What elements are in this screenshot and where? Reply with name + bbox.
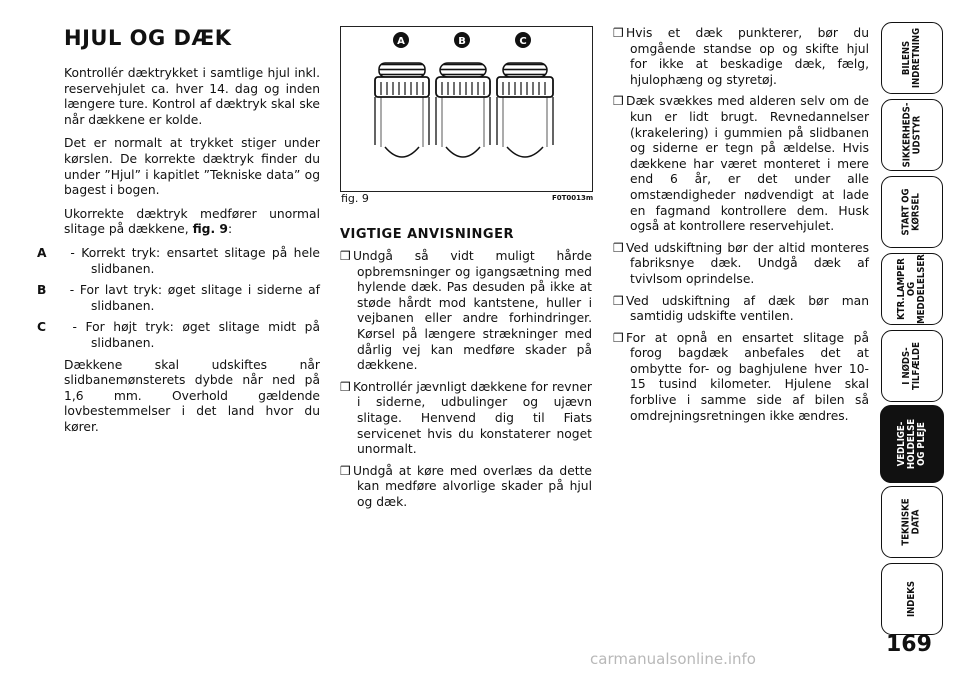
tire-wear-figure bbox=[340, 26, 593, 192]
tab-vedligeholdelse[interactable] bbox=[880, 405, 944, 483]
page-number: 169 bbox=[886, 632, 932, 657]
marker-c bbox=[515, 32, 531, 48]
tab-label: I NØDS- TILFÆLDE bbox=[900, 342, 922, 390]
list-item bbox=[613, 331, 869, 425]
list-item-text: Ved udskiftning bør der altid monteres fabriksnye dæk. Undgå dæk af tvivlsom oprindelse. bbox=[626, 240, 869, 286]
tab-kontrollamper[interactable] bbox=[881, 253, 943, 325]
wear-item-b: B - For lavt tryk: øget slitage i siderne af slidbanen. bbox=[37, 283, 320, 313]
tire-wear-illustration bbox=[341, 27, 592, 191]
list-item-text: Ved udskiftning af dæk bør man samtidig udskifte ventilen. bbox=[626, 293, 869, 324]
list-item-text: Undgå så vidt muligt hårde opbremsninger og igangsætning med hylende dæk. Pas desuden på ikke at støde hårdt mod kantstene, huller i vejbanen eller andre forhindringer. Kørsel på længere strækninger med dårlig vej kan medføre skader på dækkene. bbox=[353, 249, 592, 373]
intro-end: : bbox=[228, 222, 233, 237]
wear-item-c: C - For højt tryk: øget slitage midt på slidbanen. bbox=[37, 320, 320, 350]
list-item bbox=[613, 294, 869, 325]
intro-paragraph bbox=[64, 207, 320, 238]
list-item-text: Kontrollér jævnligt dækkene for revner i siderne, udbulinger og ujævn slitage. Henvend dig til Fiats servicenet hvis du konstaterer noget unormalt. bbox=[353, 379, 592, 457]
marker-a bbox=[393, 32, 409, 48]
checkbox-icon: ❒ bbox=[340, 379, 351, 394]
paragraph: Det er normalt at trykket stiger under kørslen. De korrekte dæktryk finder du under ”Hjul” i kapitlet ”Tekniske data” og bagest i bogen. bbox=[64, 136, 320, 198]
tab-label: INDEKS bbox=[906, 580, 917, 618]
intro-text: Ukorrekte dæktryk medfører unormal slitage på dækkene, bbox=[64, 206, 320, 237]
tab-i-nodstilfaelde[interactable] bbox=[881, 330, 943, 402]
item-text: - Korrekt tryk: ensartet slitage på hele slidbanen. bbox=[64, 245, 320, 276]
list-item bbox=[613, 26, 869, 88]
tab-start-og-korsel[interactable] bbox=[881, 176, 943, 248]
marker-label: A bbox=[397, 36, 405, 47]
tire-b-icon bbox=[436, 63, 490, 157]
list-item bbox=[340, 464, 592, 511]
item-text: - For lavt tryk: øget slitage i siderne af slidbanen. bbox=[64, 283, 320, 313]
tab-label: SIKKERHEDS- UDSTYR bbox=[901, 102, 922, 168]
checkbox-icon: ❒ bbox=[340, 463, 351, 478]
tab-label: BILENS INDRETNING bbox=[901, 27, 922, 89]
section-heading: VIGTIGE ANVISNINGER bbox=[340, 227, 514, 242]
list-item-text: Dæk svækkes med alderen selv om de kun er lidt brugt. Revnedannelser (krakelering) i gummien på slidbanen og siderne er tegn på ældelse. Hvis dækkene har været monteret i mere end 6 år, er det under alle omstændigheder nødvendigt at lade en fagmand kontrollere dem. Husk også at kontrollere reservehjulet. bbox=[626, 94, 869, 234]
tab-sikkerhedsudstyr[interactable] bbox=[881, 99, 943, 171]
figure-code: F0T0013m bbox=[552, 194, 594, 202]
column-middle bbox=[340, 227, 592, 517]
page-title: HJUL OG DÆK bbox=[64, 26, 232, 50]
tab-bilens-indretning[interactable] bbox=[881, 22, 943, 94]
list-item-text: For at opnå en ensartet slitage på forog bagdæk anbefales det at ombytte for- og baghjulene hver 10-15 tusind kilometer. Hjulene skal forblive i samme side af bilen så omdrejningsretningen ikke ændres. bbox=[626, 330, 869, 423]
list-item bbox=[613, 94, 869, 234]
figure-reference: fig. 9 bbox=[192, 222, 228, 237]
column-left bbox=[37, 66, 320, 443]
marker-b bbox=[454, 32, 470, 48]
marker-label: B bbox=[458, 36, 466, 47]
list-item bbox=[340, 380, 592, 458]
item-text: - For højt tryk: øget slitage midt på slidbanen. bbox=[64, 320, 320, 350]
checkbox-icon: ❒ bbox=[613, 240, 624, 255]
column-right bbox=[613, 26, 869, 430]
tire-c-icon bbox=[497, 63, 553, 157]
tab-label: KTR.LAMPER OG MEDDELELSER bbox=[896, 254, 928, 324]
tab-label: START OG KØRSEL bbox=[900, 188, 922, 236]
checkbox-icon: ❒ bbox=[340, 249, 351, 263]
tab-label: VEDLIGE- HOLDELSE OG PLEJE bbox=[896, 418, 927, 470]
watermark: carmanualsonline.info bbox=[590, 650, 756, 668]
tab-label: TEKNISKE DATA bbox=[901, 498, 922, 546]
figure-label: fig. 9 bbox=[341, 192, 369, 205]
marker-label: C bbox=[519, 36, 527, 47]
tab-tekniske-data[interactable] bbox=[881, 486, 943, 558]
checkbox-icon: ❒ bbox=[613, 94, 624, 109]
wear-item-a: A - Korrekt tryk: ensartet slitage på hele slidbanen. bbox=[37, 245, 320, 276]
list-item bbox=[613, 241, 869, 288]
checkbox-icon: ❒ bbox=[613, 293, 624, 308]
list-item bbox=[340, 249, 592, 374]
list-item-text: Undgå at køre med overlæs da dette kan medføre alvorlige skader på hjul og dæk. bbox=[353, 463, 592, 509]
paragraph: Kontrollér dæktrykket i samtlige hjul inkl. reservehjulet ca. hver 14. dag og inden længere ture. Kontrol af dæktryk skal ske når dækkene er kolde. bbox=[64, 66, 320, 127]
paragraph: Dækkene skal udskiftes når slidbanemønsterets dybde når ned på 1,6 mm. Overhold gældende lovbestemmelser i det land hvor du kører. bbox=[64, 357, 320, 434]
list-item-text: Hvis et dæk punkterer, bør du omgående standse op og skifte hjul for ikke at beskadige dæk, fælg, hjulophæng og styretøj. bbox=[626, 26, 869, 87]
tab-indeks[interactable] bbox=[881, 563, 943, 635]
tire-a-icon bbox=[375, 63, 429, 157]
checkbox-icon: ❒ bbox=[613, 330, 624, 345]
checkbox-icon: ❒ bbox=[613, 26, 624, 40]
